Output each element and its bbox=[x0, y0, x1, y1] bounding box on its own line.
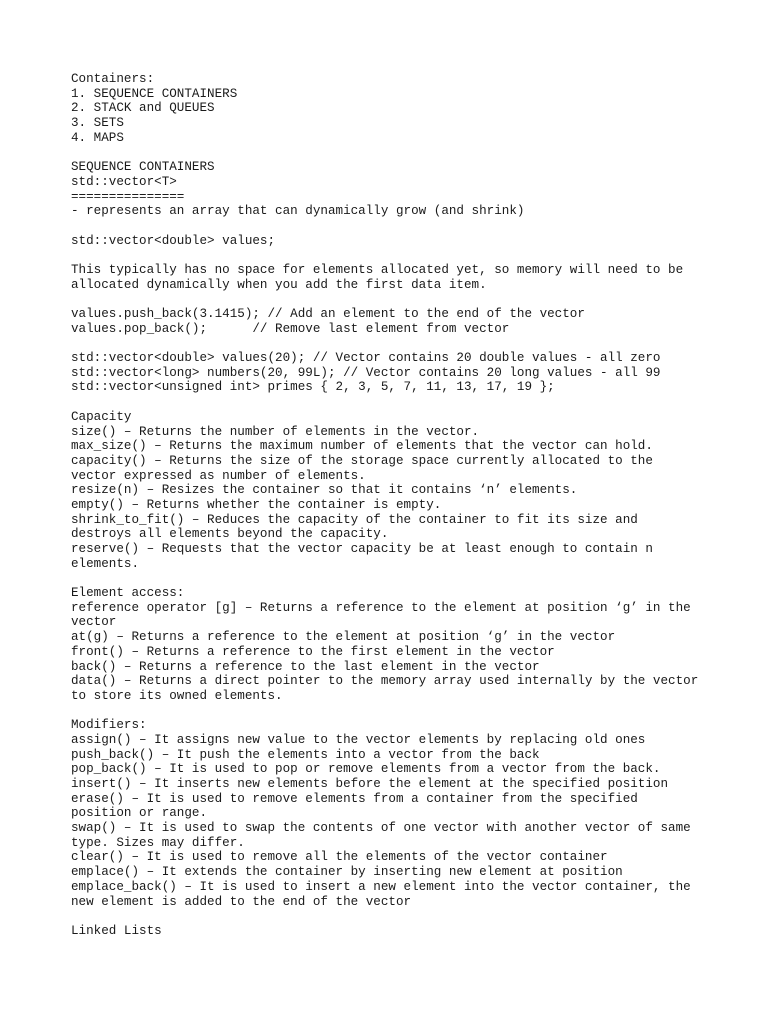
text-line: std::vector<double> values(20); // Vector contains 20 double values - all zero bbox=[71, 351, 661, 366]
blank-line bbox=[71, 909, 751, 924]
text-line: assign() – It assigns new value to the vector elements by replacing old ones bbox=[71, 732, 646, 747]
blank-line bbox=[71, 219, 751, 234]
document-body bbox=[71, 72, 751, 939]
blank-line bbox=[71, 395, 751, 410]
text-line: std::vector<unsigned int> primes { 2, 3, 5, 7, 11, 13, 17, 19 }; bbox=[71, 380, 555, 395]
text-line: 2. STACK and QUEUES bbox=[71, 101, 215, 116]
text-line: emplace_back() – It is used to insert a new element into the vector container, the bbox=[71, 879, 691, 894]
text-line: new element is added to the end of the vector bbox=[71, 894, 412, 909]
text-line: SEQUENCE CONTAINERS bbox=[71, 160, 215, 175]
text-line: 4. MAPS bbox=[71, 130, 124, 145]
text-line: destroys all elements beyond the capacity. bbox=[71, 527, 389, 542]
text-line: data() – Returns a direct pointer to the memory array used internally by the vector bbox=[71, 674, 699, 689]
text-line: resize(n) – Resizes the container so that it contains ‘n’ elements. bbox=[71, 483, 578, 498]
text-line: 3. SETS bbox=[71, 116, 124, 131]
text-line: values.pop_back(); // Remove last element from vector bbox=[71, 321, 510, 336]
text-line: insert() – It inserts new elements before the element at the specified position bbox=[71, 777, 669, 791]
text-line: capacity() – Returns the size of the storage space currently allocated to the bbox=[71, 453, 653, 468]
text-line: front() – Returns a reference to the first element in the vector bbox=[71, 644, 555, 659]
text-line: shrink_to_fit() – Reduces the capacity of the container to fit its size and bbox=[71, 512, 638, 527]
text-line: allocated dynamically when you add the first data item. bbox=[71, 277, 487, 292]
text-line: empty() – Returns whether the container is empty. bbox=[71, 497, 442, 512]
text-line: values.push_back(3.1415); // Add an element to the end of the vector bbox=[71, 307, 585, 321]
blank-line bbox=[71, 248, 751, 263]
text-line: Modifiers: bbox=[71, 718, 147, 733]
text-line: reference operator [g] – Returns a reference to the element at position ‘g’ in the bbox=[71, 600, 691, 615]
text-line: emplace() – It extends the container by inserting new element at position bbox=[71, 865, 623, 880]
text-line: Linked Lists bbox=[71, 923, 162, 938]
blank-line bbox=[71, 145, 751, 160]
text-line: This typically has no space for elements allocated yet, so memory will need to be bbox=[71, 262, 684, 277]
text-line: swap() – It is used to swap the contents of one vector with another vector of same bbox=[71, 821, 691, 836]
text-line: std::vector<double> values; bbox=[71, 233, 276, 248]
text-line: push_back() – It push the elements into a vector from the back bbox=[71, 747, 540, 762]
text-line: =============== bbox=[71, 189, 185, 204]
blank-line bbox=[71, 292, 751, 307]
text-line: vector expressed as number of elements. bbox=[71, 468, 366, 483]
text-line: std::vector<T> bbox=[71, 174, 177, 189]
text-line: position or range. bbox=[71, 806, 208, 821]
text-line: at(g) – Returns a reference to the element at position ‘g’ in the vector bbox=[71, 630, 616, 645]
text-line: 1. SEQUENCE CONTAINERS bbox=[71, 86, 238, 101]
text-line: std::vector<long> numbers(20, 99L); // Vector contains 20 long values - all 99 bbox=[71, 365, 661, 380]
text-line: type. Sizes may differ. bbox=[71, 835, 245, 850]
text-line: to store its owned elements. bbox=[71, 688, 283, 703]
text-line: vector bbox=[71, 615, 117, 630]
blank-line bbox=[71, 704, 751, 719]
text-line: - represents an array that can dynamically grow (and shrink) bbox=[71, 204, 525, 219]
text-line: pop_back() – It is used to pop or remove elements from a vector from the back. bbox=[71, 762, 661, 777]
text-line: elements. bbox=[71, 556, 140, 571]
blank-line bbox=[71, 336, 751, 351]
text-line: reserve() – Requests that the vector capacity be at least enough to contain n bbox=[71, 542, 653, 556]
text-line: erase() – It is used to remove elements from a container from the specified bbox=[71, 791, 638, 806]
text-line: Containers: bbox=[71, 72, 155, 86]
text-line: Element access: bbox=[71, 586, 185, 601]
text-line: back() – Returns a reference to the last element in the vector bbox=[71, 659, 540, 674]
text-line: Capacity bbox=[71, 409, 132, 424]
text-line: max_size() – Returns the maximum number of elements that the vector can hold. bbox=[71, 439, 653, 454]
text-line: clear() – It is used to remove all the elements of the vector container bbox=[71, 850, 608, 865]
blank-line bbox=[71, 571, 751, 586]
text-line: size() – Returns the number of elements in the vector. bbox=[71, 424, 480, 439]
